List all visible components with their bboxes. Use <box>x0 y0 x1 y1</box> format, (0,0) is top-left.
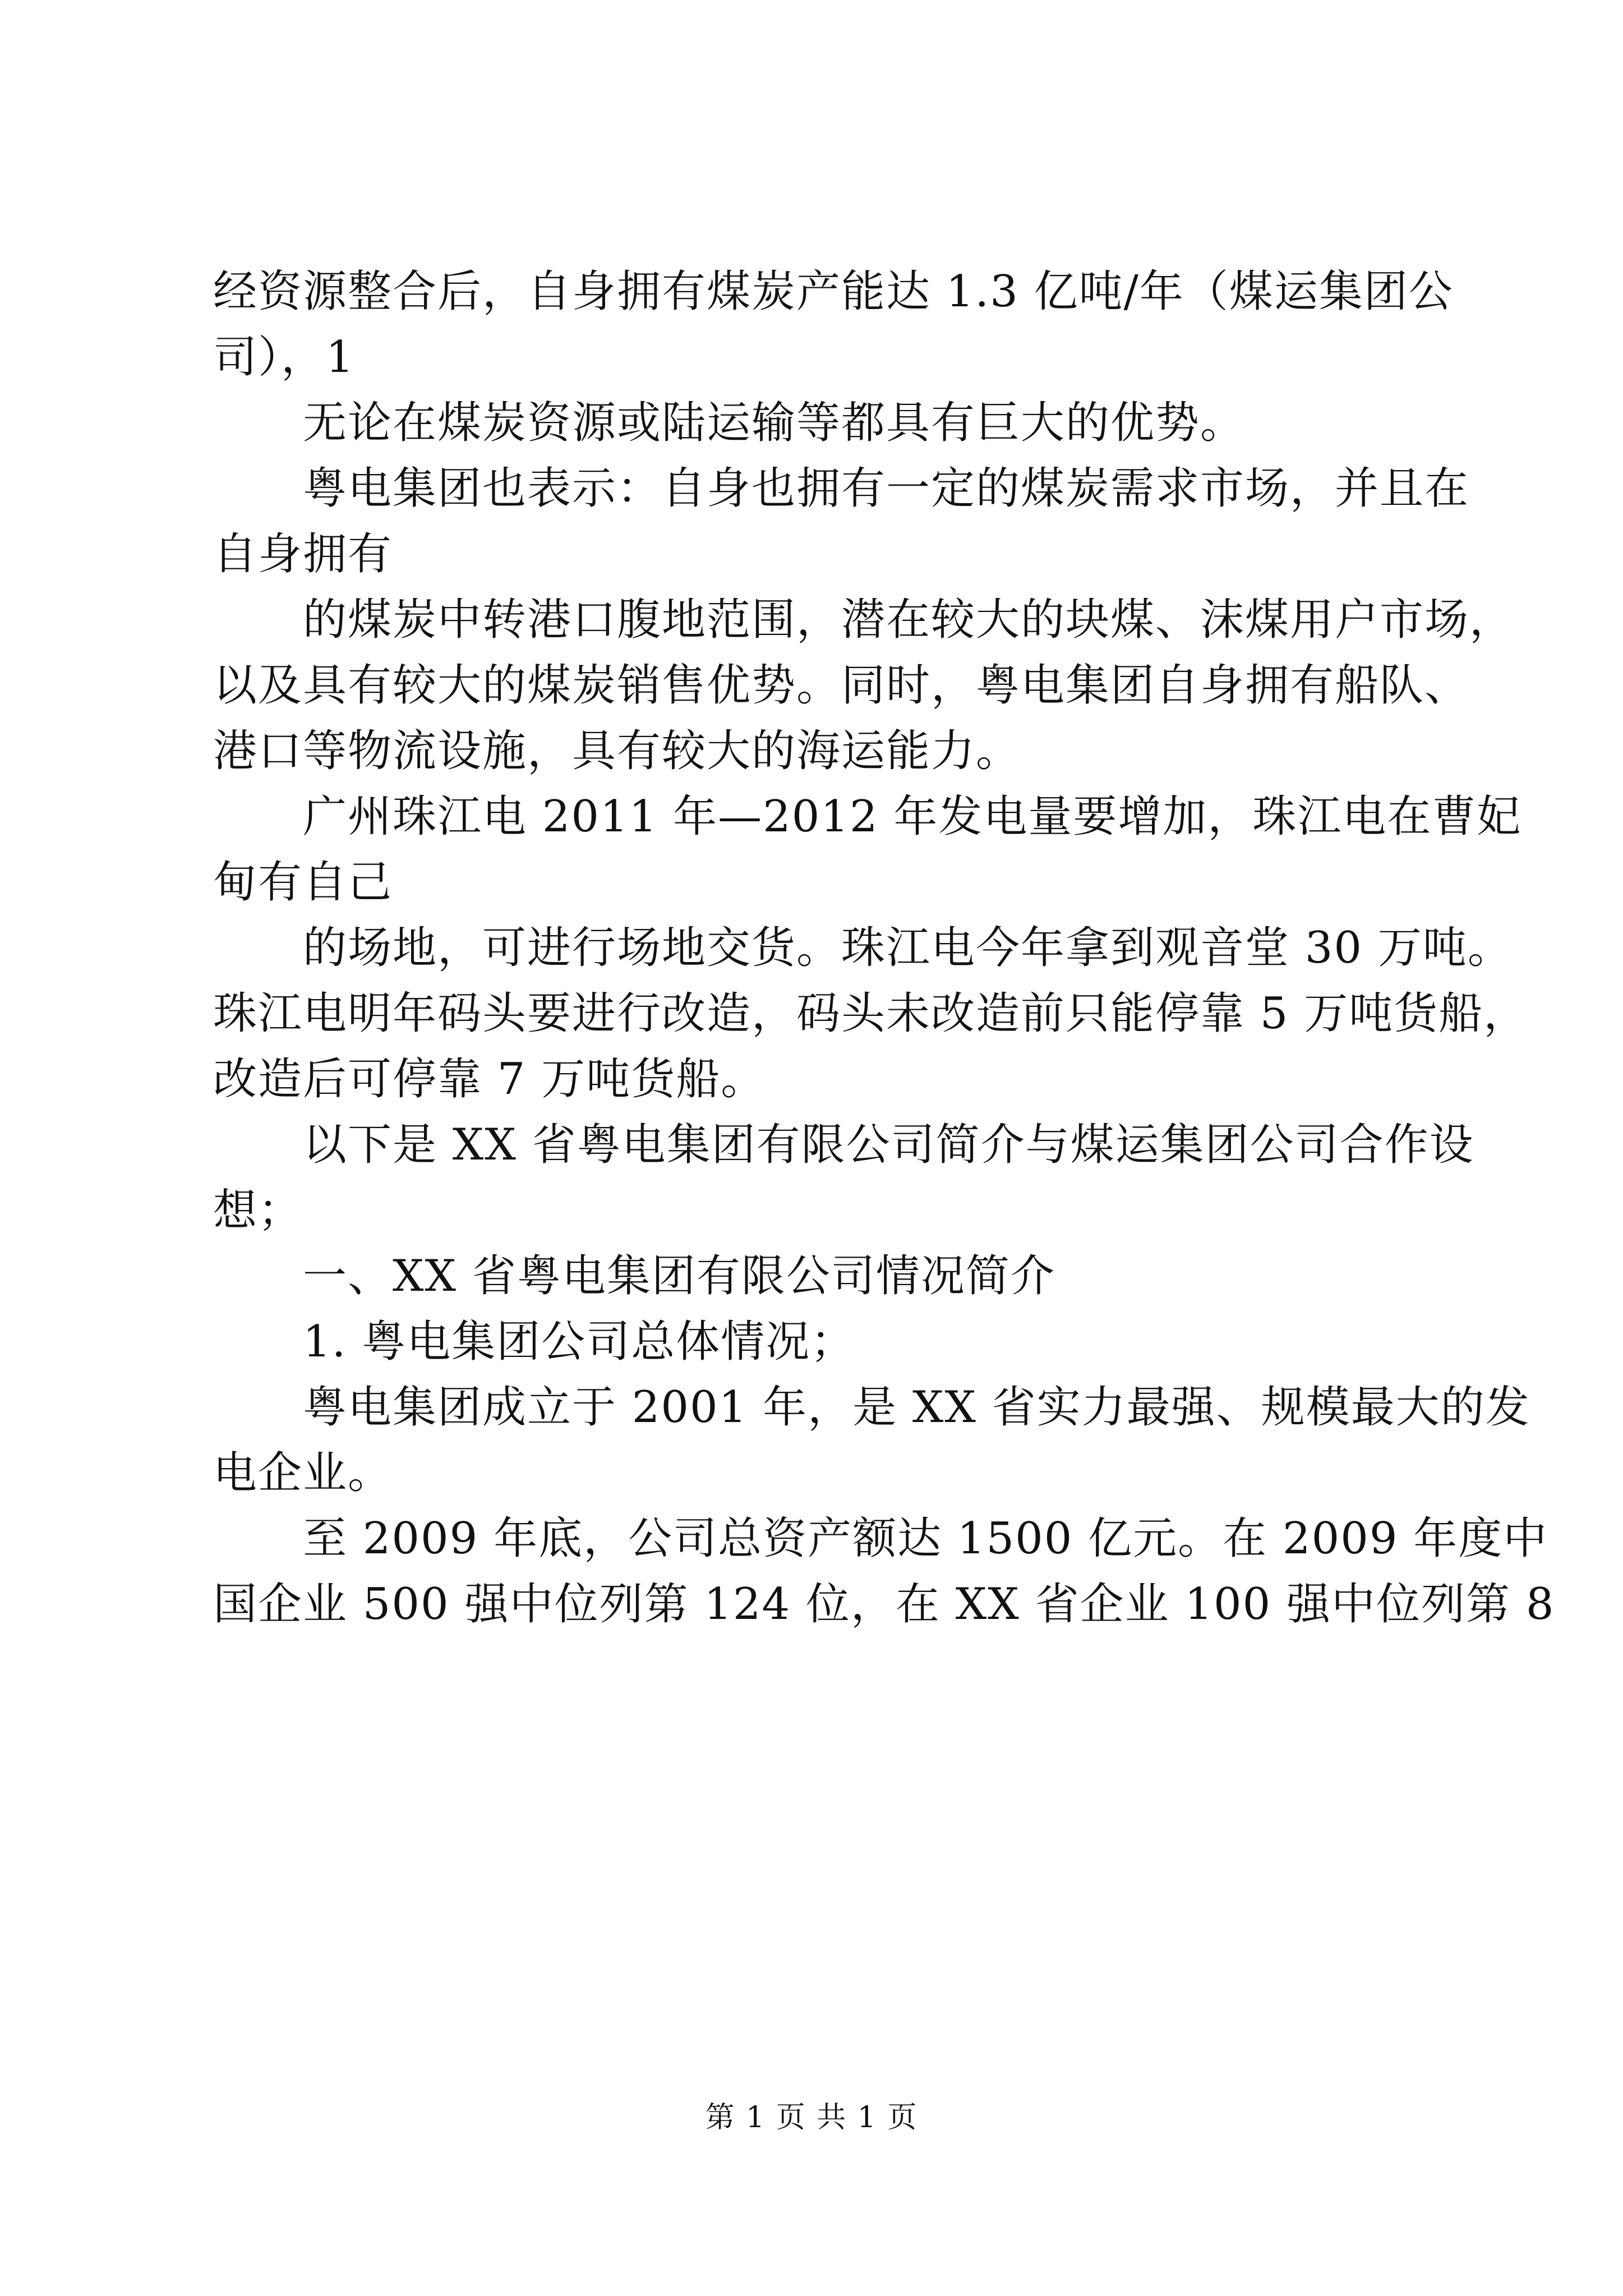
text-line: 以下是 XX 省粤电集团有限公司简介与煤运集团公司合作设 <box>303 1120 1474 1170</box>
text-line: 以及具有较大的煤炭销售优势。同时，粤电集团自身拥有船队、 <box>213 660 1470 711</box>
text-line: 想； <box>213 1185 303 1236</box>
text-line: 自身拥有 <box>213 529 393 579</box>
text-line: 甸有自己 <box>213 857 393 908</box>
text-line: 的煤炭中转港口腹地范围，潜在较大的块煤、沫煤用户市场， <box>303 595 1515 645</box>
section-heading: 一、XX 省粤电集团有限公司情况简介 <box>303 1251 1055 1301</box>
subsection-heading: 1. 粤电集团公司总体情况； <box>303 1317 856 1367</box>
text-line: 国企业 500 强中位列第 124 位，在 XX 省企业 100 强中位列第 8 <box>213 1579 1555 1630</box>
text-line: 至 2009 年底，公司总资产额达 1500 亿元。在 2009 年度中 <box>303 1513 1548 1564</box>
text-line: 广州珠江电 2011 年—2012 年发电量要增加，珠江电在曹妃 <box>303 792 1522 842</box>
text-line: 司），1 <box>213 332 355 383</box>
text-line: 的场地，可进行场地交货。珠江电今年拿到观音堂 30 万吨。 <box>303 923 1513 973</box>
text-line: 无论在煤炭资源或陆运输等都具有巨大的优势。 <box>303 398 1246 448</box>
page-footer: 第 1 页 共 1 页 <box>705 2101 918 2134</box>
text-line: 经资源整合后，自身拥有煤炭产能达 1.3 亿吨/年（煤运集团公 <box>213 266 1454 317</box>
text-line: 粤电集团也表示：自身也拥有一定的煤炭需求市场，并且在 <box>303 463 1470 514</box>
text-line: 珠江电明年码头要进行改造，码头未改造前只能停靠 5 万吨货船， <box>213 988 1529 1039</box>
text-line: 改造后可停靠 7 万吨货船。 <box>213 1054 766 1105</box>
text-line: 电企业。 <box>213 1448 393 1498</box>
document-body <box>213 264 1555 1632</box>
text-line: 港口等物流设施，具有较大的海运能力。 <box>213 726 1021 776</box>
text-line: 粤电集团成立于 2001 年，是 XX 省实力最强、规模最大的发 <box>303 1382 1530 1433</box>
